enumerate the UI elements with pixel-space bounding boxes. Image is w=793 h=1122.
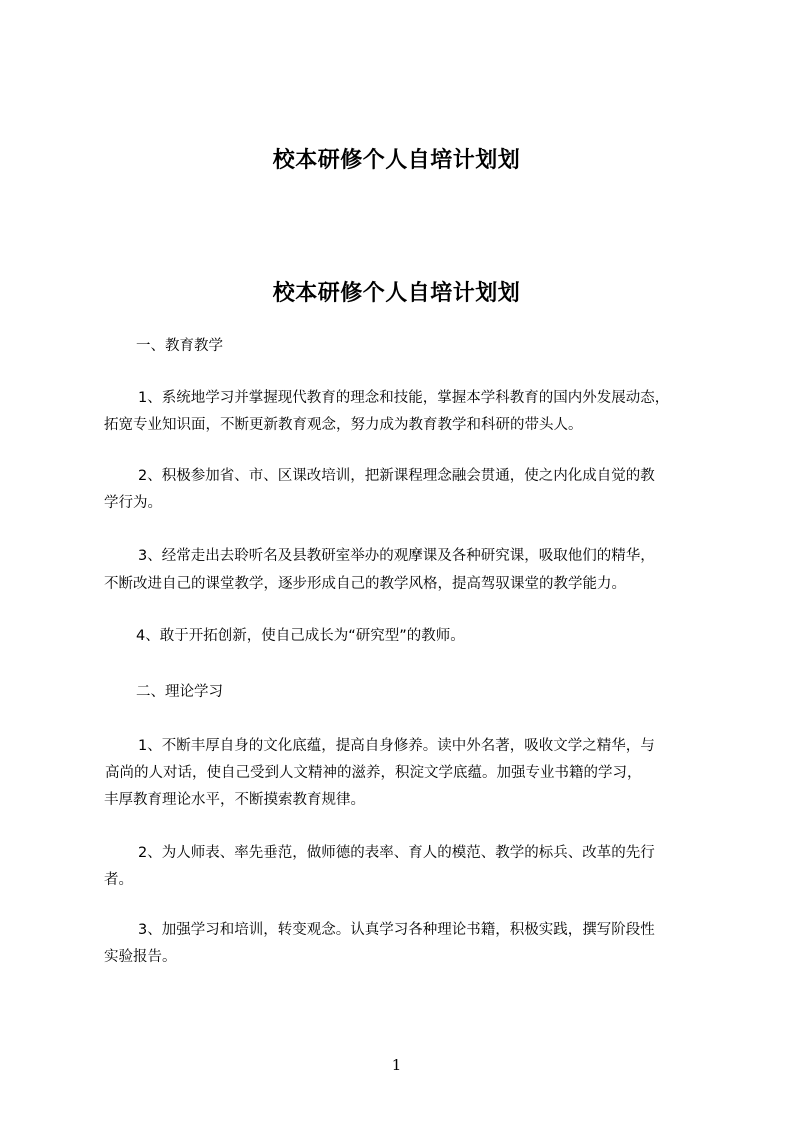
section-heading: 二、理论学习: [136, 684, 223, 700]
paragraph-line: 2、为人师表、率先垂范，做师德的表率、育人的模范、教学的标兵、改革的先行: [138, 845, 655, 861]
paragraph-line: 3、加强学习和培训，转变观念。认真学习各种理论书籍，积极实践，撰写阶段性: [138, 922, 655, 938]
paragraph-line: 实验报告。: [104, 949, 177, 965]
cover-title: 校本研修个人自培计划划: [272, 148, 521, 173]
paragraph-line: 1、不断丰厚自身的文化底蕴，提高自身修养。读中外名著，吸收文学之精华，与: [138, 738, 655, 754]
paragraph-line: 拓宽专业知识面，不断更新教育观念，努力成为教育教学和科研的带头人。: [104, 417, 583, 433]
section-heading: 一、教育教学: [136, 338, 223, 354]
paragraph-line: 者。: [104, 872, 133, 888]
paragraph-line: 丰厚教育理论水平，不断摸索教育规律。: [104, 792, 365, 808]
paragraph-line: 不断改进自己的课堂教学，逐步形成自己的教学风格，提高驾驭课堂的教学能力。: [104, 576, 626, 592]
paragraph-line: 1、系统地学习并掌握现代教育的理念和技能，掌握本学科教育的国内外发展动态，: [138, 390, 670, 406]
paragraph-line: 学行为。: [104, 495, 162, 511]
paragraph-line: 高尚的人对话，使自己受到人文精神的滋养，积淀文学底蕴。加强专业书籍的学习，: [105, 765, 642, 781]
paragraph-line: 4、敢于开拓创新，使自己成长为“研究型”的教师。: [136, 628, 465, 644]
page-number: 1: [391, 1056, 402, 1074]
paragraph-line: 3、经常走出去聆听名及县教研室举办的观摩课及各种研究课，吸取他们的精华，: [138, 548, 655, 564]
document-title: 校本研修个人自培计划划: [272, 281, 521, 306]
paragraph-line: 2、积极参加省、市、区课改培训，把新课程理念融会贯通，使之内化成自觉的教: [138, 468, 655, 484]
